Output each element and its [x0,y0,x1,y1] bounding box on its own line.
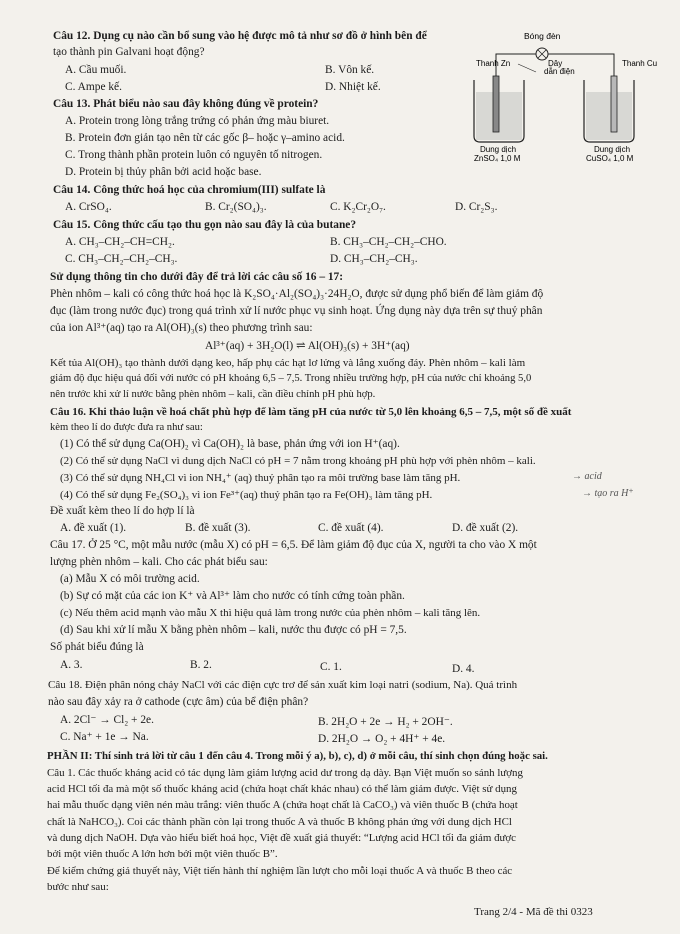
part2-q1-line-2: acid HCl tối đa mà một số thuốc kháng acid (chứa hoạt chất khác nhau) có thể làm giảm được. Việt sử dụng [47,783,517,795]
page-footer: Trang 2/4 - Mã đề thi 0323 [474,906,593,918]
q17-statement-b: (b) Sự có mặt của các ion K⁺ và Al³⁺ làm cho nước có tính cứng toàn phần. [60,590,405,602]
wire-label-2: dẫn điện [544,67,575,76]
right-solution-label-1: Dung dịch [594,145,631,154]
passage-line-4: Kết tủa Al(OH)₃ tạo thành dưới dạng keo, hấp phụ các hạt lơ lửng và lắng xuống đáy. Phèn nhôm – kali làm [50,357,526,369]
q15-option-b: B. CH₃–CH₂–CH₂–CHO. [330,236,447,248]
q16-handwritten-note-4: → tạo ra H⁺ [582,488,634,499]
cu-electrode [611,76,617,132]
q18-stem-line2: nào sau đây xảy ra ở cathode (cực âm) của bể điện phân? [48,696,309,708]
q13-option-c: C. Trong thành phần protein luôn có nguyên tố nitrogen. [65,149,323,161]
q17-stem-line2: lượng phèn nhôm – kali. Cho các phát biểu sau: [50,556,268,568]
q14-option-d: D. Cr₂S₃. [455,201,498,213]
bulb-label: Bóng đèn [524,31,561,41]
galvanic-cell-figure [462,28,676,168]
left-solution-label-2: ZnSO₄ 1,0 M [474,154,521,163]
q17-statement-c: (c) Nếu thêm acid mạnh vào mẫu X thì hiệu quả làm trong nước của phèn nhôm – kali tăng lên. [60,607,481,619]
q12-option-b: B. Vôn kế. [325,64,375,76]
passage-line-3: của ion Al³⁺(aq) tạo ra Al(OH)₃(s) theo phương trình sau: [50,322,313,334]
q13-option-d: D. Protein bị thủy phân bởi acid hoặc base. [65,166,262,178]
q18-option-c: C. Na⁺ + 1e → Na. [60,731,149,743]
q16-option-b: B. đề xuất (3). [185,522,251,534]
passage-line-2: đục (làm trong nước đục) trong quá trình xử lí nước phục vụ sinh hoạt. Ứng dụng này dựa trên sự thuỷ phân [50,305,543,317]
part2-heading: PHẦN II: Thí sinh trả lời từ câu 1 đến câu 4. Trong mỗi ý a), b), c), d) ở mỗi câu, thí sinh chọn đúng hoặc sai. [47,750,548,762]
q15-option-a: A. CH₃–CH₂–CH=CH₂. [65,236,175,248]
part2-q1-line-6: bởi một viên thuốc A lớn hơn bởi một viên thuốc B”. [47,848,278,860]
zn-electrode [493,76,499,132]
part2-q1-line-4: chất là NaHCO₃). Coi các thành phần còn lại trong thuốc A và thuốc B không phản ứng với dung dịch HCl [47,816,512,828]
q16-option-c: C. đề xuất (4). [318,522,384,534]
q15-option-c: C. CH₃–CH₂–CH₂–CH₃. [65,253,178,265]
q14-option-b: B. Cr₂(SO₄)₃. [205,201,267,213]
q12-option-c: C. Ampe kế. [65,81,122,93]
zn-label: Thanh Zn [476,59,511,68]
part2-q1-line-1: Câu 1. Các thuốc kháng acid có tác dụng làm giảm lượng acid dư trong dạ dày. Bạn Việt muốn so sánh lượng [47,767,523,779]
q18-option-b: B. 2H₂O + 2e → H₂ + 2OH⁻. [318,716,453,728]
q17-option-a: A. 3. [60,659,83,671]
q17-statement-a: (a) Mẫu X có môi trường acid. [60,573,200,585]
q14-option-a: A. CrSO₄. [65,201,112,213]
q16-statement-3: (3) Có thể sử dụng NH₄Cl vì ion NH₄⁺ (aq) thuỷ phân tạo ra môi trường base làm tăng pH. [60,472,461,484]
q16-option-d: D. đề xuất (2). [452,522,519,534]
q12-option-a: A. Cầu muối. [65,64,127,76]
right-solution-label-2: CuSO₄ 1,0 M [586,154,634,163]
q16-statement-4: (4) Có thể sử dụng Fe₂(SO₄)₃ vì ion Fe³⁺(aq) thuỷ phân tạo ra Fe(OH)₃ làm tăng pH. [60,489,433,501]
q17-option-d: D. 4. [452,663,475,675]
passage-line-5: giảm độ đục hiệu quả đối với nước có pH khoảng 6,5 – 7,5. Trong nhiều trường hợp, pH của nước chỉ khoảng 5,0 [50,373,532,384]
q14-stem: Câu 14. Công thức hoá học của chromium(III) sulfate là [53,184,326,196]
left-solution-label-1: Dung dịch [480,145,517,154]
q17-ask: Số phát biểu đúng là [50,641,144,653]
passage-heading: Sử dụng thông tin cho dưới đây để trả lời các câu số 16 – 17: [50,271,344,283]
q16-handwritten-note-3: → acid [572,471,602,482]
q17-option-b: B. 2. [190,659,212,671]
q16-option-a: A. đề xuất (1). [60,522,127,534]
q12-stem-line1: Câu 12. Dụng cụ nào cần bổ sung vào hệ được mô tả như sơ đồ ở hình bên để [53,30,427,42]
q17-stem-line1: Câu 17. Ở 25 °C, một mẫu nước (mẫu X) có pH = 6,5. Để làm giảm độ đục của X, người ta cho vào X một [50,539,537,551]
q18-option-a: A. 2Cl⁻ → Cl₂ + 2e. [60,714,154,726]
q16-stem-line1: Câu 16. Khi thảo luận về hoá chất phù hợp để làm tăng pH của nước từ 5,0 lên khoảng 6,5 – 7,5, một số đề xuất [50,406,572,418]
q13-option-b: B. Protein đơn giản tạo nên từ các gốc β– hoặc γ–amino acid. [65,132,345,144]
passage-line-6: nên trước khi xử lí nước bằng phèn nhôm – kali, cần điều chỉnh pH phù hợp. [50,389,376,400]
q16-statement-2: (2) Có thể sử dụng NaCl vì dung dịch NaCl có pH = 7 nằm trong khoảng pH phù hợp với phèn nhôm – kali. [60,455,536,467]
part2-q1-line-3: hai mẫu thuốc dạng viên nén màu trắng: viên thuốc A (chứa hoạt chất là CaCO₃) và viên thuốc B (chứa hoạt [47,799,518,811]
q15-option-d: D. CH₃–CH₂–CH₃. [330,253,418,265]
passage-line-1: Phèn nhôm – kali có công thức hoá học là K₂SO₄·Al₂(SO₄)₃·24H₂O, được sử dụng phổ biến để làm giảm độ [50,288,544,300]
cu-label: Thanh Cu [622,59,658,68]
hydrolysis-equation: Al³⁺(aq) + 3H₂O(l) ⇌ Al(OH)₃(s) + 3H⁺(aq) [205,340,410,352]
q12-option-d: D. Nhiệt kế. [325,81,381,93]
q14-option-c: C. K₂Cr₂O₇. [330,201,386,213]
q12-stem-line2: tạo thành pin Galvani hoạt động? [53,46,205,58]
q18-stem-line1: Câu 18. Điện phân nóng chảy NaCl với các điện cực trơ để sản xuất kim loại natri (sodium, Na). Quá trình [48,679,518,691]
q13-option-a: A. Protein trong lòng trắng trứng có phản ứng màu biuret. [65,115,330,127]
q15-stem: Câu 15. Công thức cấu tạo thu gọn nào sau đây là của butane? [53,219,357,231]
q17-option-c: C. 1. [320,661,342,673]
q17-statement-d: (d) Sau khi xử lí mẫu X bằng phèn nhôm – kali, nước thu được có pH = 7,5. [60,624,407,636]
part2-q1-line-7: Để kiểm chứng giả thuyết này, Việt tiến hành thí nghiệm lần lượt cho mỗi loại thuốc A và thuốc B theo các [47,865,513,877]
q16-ask: Đề xuất kèm theo lí do hợp lí là [50,505,195,517]
part2-q1-line-5: và dung dịch NaOH. Dựa vào hiểu biết hoá học, Việt đề xuất giả thuyết: “Lượng acid HCl tối đa giảm được [47,832,517,844]
wire-label-1: Dây [548,59,563,68]
q18-option-d: D. 2H₂O → O₂ + 4H⁺ + 4e. [318,733,446,745]
part2-q1-line-8: bước như sau: [47,881,109,893]
q16-stem-line2: kèm theo lí do được đưa ra như sau: [50,422,203,433]
q13-stem: Câu 13. Phát biểu nào sau đây không đúng về protein? [53,98,319,110]
q16-statement-1: (1) Có thể sử dụng Ca(OH)₂ vì Ca(OH)₂ là base, phản ứng với ion H⁺(aq). [60,438,400,450]
